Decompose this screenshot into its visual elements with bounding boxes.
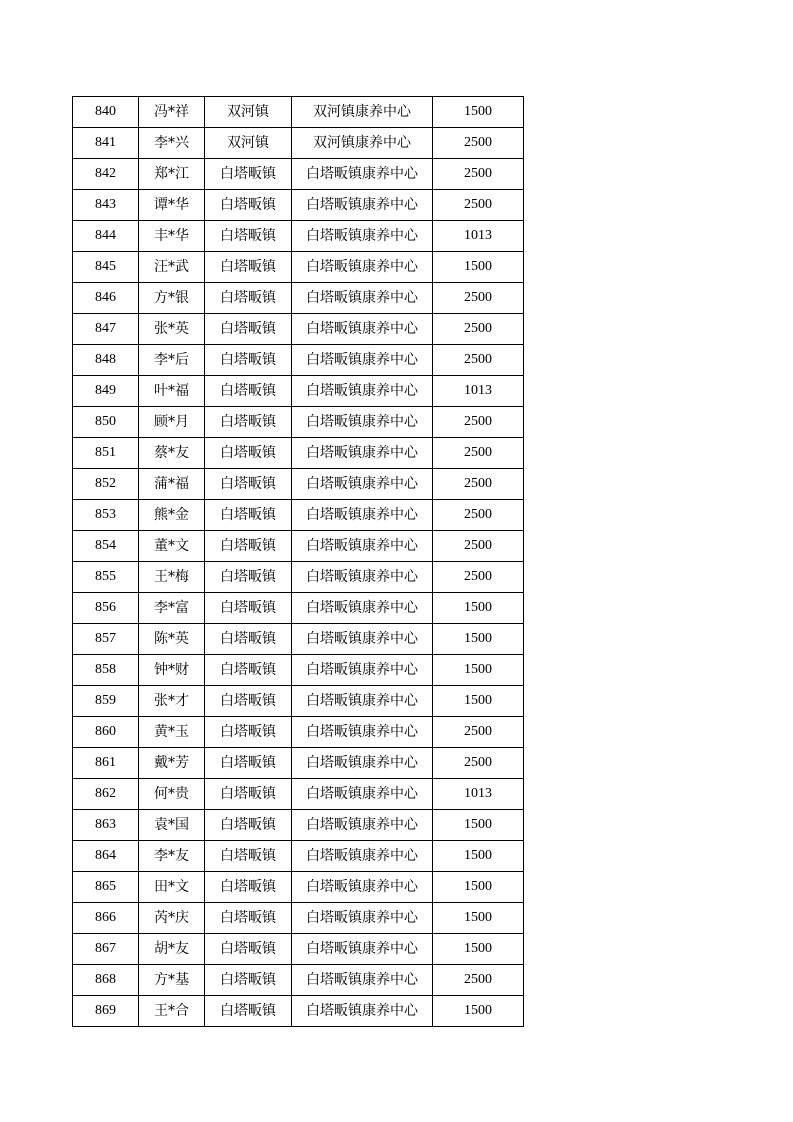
town-cell: 双河镇 [205, 97, 292, 128]
row-number-cell: 846 [73, 283, 139, 314]
person-name-cell: 钟*财 [139, 655, 205, 686]
row-number-cell: 869 [73, 996, 139, 1027]
care-center-cell: 白塔畈镇康养中心 [292, 810, 433, 841]
person-name-cell: 谭*华 [139, 190, 205, 221]
amount-cell: 1500 [433, 996, 524, 1027]
person-name-cell: 蔡*友 [139, 438, 205, 469]
table-row [73, 159, 524, 190]
town-cell: 白塔畈镇 [205, 810, 292, 841]
town-cell: 白塔畈镇 [205, 934, 292, 965]
care-center-cell: 白塔畈镇康养中心 [292, 562, 433, 593]
row-number-cell: 848 [73, 345, 139, 376]
row-number-cell: 863 [73, 810, 139, 841]
table-row [73, 841, 524, 872]
care-center-cell: 白塔畈镇康养中心 [292, 376, 433, 407]
table-row [73, 252, 524, 283]
care-center-cell: 双河镇康养中心 [292, 128, 433, 159]
care-center-cell: 双河镇康养中心 [292, 97, 433, 128]
table-row [73, 469, 524, 500]
town-cell: 白塔畈镇 [205, 872, 292, 903]
town-cell: 白塔畈镇 [205, 252, 292, 283]
care-center-cell: 白塔畈镇康养中心 [292, 438, 433, 469]
person-name-cell: 田*文 [139, 872, 205, 903]
person-name-cell: 李*富 [139, 593, 205, 624]
person-name-cell: 方*银 [139, 283, 205, 314]
row-number-cell: 854 [73, 531, 139, 562]
care-center-cell: 白塔畈镇康养中心 [292, 965, 433, 996]
person-name-cell: 张*英 [139, 314, 205, 345]
row-number-cell: 855 [73, 562, 139, 593]
table-row [73, 438, 524, 469]
amount-cell: 1500 [433, 903, 524, 934]
table-body [73, 97, 524, 1027]
person-name-cell: 王*梅 [139, 562, 205, 593]
row-number-cell: 867 [73, 934, 139, 965]
table-row [73, 283, 524, 314]
amount-cell: 1500 [433, 934, 524, 965]
care-center-cell: 白塔畈镇康养中心 [292, 624, 433, 655]
amount-cell: 2500 [433, 717, 524, 748]
care-center-cell: 白塔畈镇康养中心 [292, 252, 433, 283]
amount-cell: 2500 [433, 748, 524, 779]
row-number-cell: 852 [73, 469, 139, 500]
row-number-cell: 857 [73, 624, 139, 655]
amount-cell: 1500 [433, 593, 524, 624]
town-cell: 白塔畈镇 [205, 841, 292, 872]
table-row [73, 314, 524, 345]
row-number-cell: 847 [73, 314, 139, 345]
town-cell: 白塔畈镇 [205, 159, 292, 190]
care-center-cell: 白塔畈镇康养中心 [292, 779, 433, 810]
table-row [73, 655, 524, 686]
row-number-cell: 866 [73, 903, 139, 934]
person-name-cell: 冯*祥 [139, 97, 205, 128]
row-number-cell: 864 [73, 841, 139, 872]
town-cell: 白塔畈镇 [205, 283, 292, 314]
row-number-cell: 850 [73, 407, 139, 438]
person-name-cell: 袁*国 [139, 810, 205, 841]
amount-cell: 1500 [433, 97, 524, 128]
table-row [73, 97, 524, 128]
person-name-cell: 黄*玉 [139, 717, 205, 748]
care-center-cell: 白塔畈镇康养中心 [292, 841, 433, 872]
table-row [73, 810, 524, 841]
row-number-cell: 843 [73, 190, 139, 221]
table-row [73, 903, 524, 934]
person-name-cell: 顾*月 [139, 407, 205, 438]
town-cell: 白塔畈镇 [205, 903, 292, 934]
town-cell: 白塔畈镇 [205, 500, 292, 531]
table-row [73, 686, 524, 717]
row-number-cell: 861 [73, 748, 139, 779]
care-center-cell: 白塔畈镇康养中心 [292, 717, 433, 748]
person-name-cell: 李*后 [139, 345, 205, 376]
person-name-cell: 陈*英 [139, 624, 205, 655]
table-row [73, 221, 524, 252]
town-cell: 双河镇 [205, 128, 292, 159]
person-name-cell: 叶*福 [139, 376, 205, 407]
person-name-cell: 李*友 [139, 841, 205, 872]
table-row [73, 717, 524, 748]
person-name-cell: 丰*华 [139, 221, 205, 252]
amount-cell: 1013 [433, 221, 524, 252]
table-row [73, 190, 524, 221]
town-cell: 白塔畈镇 [205, 531, 292, 562]
care-center-cell: 白塔畈镇康养中心 [292, 996, 433, 1027]
amount-cell: 1500 [433, 252, 524, 283]
care-center-cell: 白塔畈镇康养中心 [292, 531, 433, 562]
person-name-cell: 王*合 [139, 996, 205, 1027]
person-name-cell: 汪*武 [139, 252, 205, 283]
town-cell: 白塔畈镇 [205, 965, 292, 996]
amount-cell: 1013 [433, 376, 524, 407]
amount-cell: 1500 [433, 872, 524, 903]
amount-cell: 2500 [433, 531, 524, 562]
town-cell: 白塔畈镇 [205, 438, 292, 469]
person-name-cell: 何*贵 [139, 779, 205, 810]
town-cell: 白塔畈镇 [205, 996, 292, 1027]
town-cell: 白塔畈镇 [205, 190, 292, 221]
care-center-cell: 白塔畈镇康养中心 [292, 748, 433, 779]
town-cell: 白塔畈镇 [205, 779, 292, 810]
care-center-cell: 白塔畈镇康养中心 [292, 593, 433, 624]
row-number-cell: 842 [73, 159, 139, 190]
table-row [73, 996, 524, 1027]
care-center-cell: 白塔畈镇康养中心 [292, 872, 433, 903]
row-number-cell: 849 [73, 376, 139, 407]
amount-cell: 2500 [433, 965, 524, 996]
row-number-cell: 845 [73, 252, 139, 283]
table-row [73, 407, 524, 438]
person-name-cell: 芮*庆 [139, 903, 205, 934]
row-number-cell: 868 [73, 965, 139, 996]
amount-cell: 2500 [433, 500, 524, 531]
table-row [73, 748, 524, 779]
amount-cell: 1500 [433, 810, 524, 841]
row-number-cell: 862 [73, 779, 139, 810]
row-number-cell: 840 [73, 97, 139, 128]
care-center-cell: 白塔畈镇康养中心 [292, 903, 433, 934]
person-name-cell: 胡*友 [139, 934, 205, 965]
care-center-cell: 白塔畈镇康养中心 [292, 407, 433, 438]
care-center-cell: 白塔畈镇康养中心 [292, 314, 433, 345]
table-row [73, 593, 524, 624]
town-cell: 白塔畈镇 [205, 748, 292, 779]
row-number-cell: 844 [73, 221, 139, 252]
amount-cell: 1500 [433, 624, 524, 655]
amount-cell: 1013 [433, 779, 524, 810]
town-cell: 白塔畈镇 [205, 717, 292, 748]
town-cell: 白塔畈镇 [205, 221, 292, 252]
person-name-cell: 蒲*福 [139, 469, 205, 500]
person-name-cell: 熊*金 [139, 500, 205, 531]
care-center-cell: 白塔畈镇康养中心 [292, 934, 433, 965]
person-name-cell: 郑*江 [139, 159, 205, 190]
amount-cell: 2500 [433, 128, 524, 159]
town-cell: 白塔畈镇 [205, 469, 292, 500]
table-row [73, 624, 524, 655]
person-name-cell: 董*文 [139, 531, 205, 562]
row-number-cell: 858 [73, 655, 139, 686]
table-row [73, 779, 524, 810]
town-cell: 白塔畈镇 [205, 407, 292, 438]
care-center-cell: 白塔畈镇康养中心 [292, 469, 433, 500]
care-center-cell: 白塔畈镇康养中心 [292, 159, 433, 190]
table-row [73, 128, 524, 159]
care-center-cell: 白塔畈镇康养中心 [292, 190, 433, 221]
table-row [73, 562, 524, 593]
town-cell: 白塔畈镇 [205, 686, 292, 717]
town-cell: 白塔畈镇 [205, 562, 292, 593]
care-center-cell: 白塔畈镇康养中心 [292, 500, 433, 531]
person-name-cell: 李*兴 [139, 128, 205, 159]
care-center-cell: 白塔畈镇康养中心 [292, 283, 433, 314]
amount-cell: 2500 [433, 159, 524, 190]
table-row [73, 376, 524, 407]
amount-cell: 2500 [433, 314, 524, 345]
amount-cell: 2500 [433, 345, 524, 376]
amount-cell: 2500 [433, 562, 524, 593]
amount-cell: 1500 [433, 686, 524, 717]
person-name-cell: 方*基 [139, 965, 205, 996]
amount-cell: 1500 [433, 841, 524, 872]
person-name-cell: 张*才 [139, 686, 205, 717]
row-number-cell: 841 [73, 128, 139, 159]
table-row [73, 500, 524, 531]
table-row [73, 531, 524, 562]
table-row [73, 965, 524, 996]
row-number-cell: 856 [73, 593, 139, 624]
row-number-cell: 853 [73, 500, 139, 531]
subsidy-table [72, 96, 524, 1027]
amount-cell: 2500 [433, 438, 524, 469]
row-number-cell: 860 [73, 717, 139, 748]
amount-cell: 1500 [433, 655, 524, 686]
care-center-cell: 白塔畈镇康养中心 [292, 655, 433, 686]
table-row [73, 872, 524, 903]
town-cell: 白塔畈镇 [205, 624, 292, 655]
table-row [73, 934, 524, 965]
town-cell: 白塔畈镇 [205, 593, 292, 624]
care-center-cell: 白塔畈镇康养中心 [292, 221, 433, 252]
amount-cell: 2500 [433, 283, 524, 314]
town-cell: 白塔畈镇 [205, 345, 292, 376]
care-center-cell: 白塔畈镇康养中心 [292, 345, 433, 376]
town-cell: 白塔畈镇 [205, 376, 292, 407]
amount-cell: 2500 [433, 469, 524, 500]
row-number-cell: 865 [73, 872, 139, 903]
amount-cell: 2500 [433, 407, 524, 438]
town-cell: 白塔畈镇 [205, 314, 292, 345]
care-center-cell: 白塔畈镇康养中心 [292, 686, 433, 717]
town-cell: 白塔畈镇 [205, 655, 292, 686]
row-number-cell: 859 [73, 686, 139, 717]
amount-cell: 2500 [433, 190, 524, 221]
person-name-cell: 戴*芳 [139, 748, 205, 779]
row-number-cell: 851 [73, 438, 139, 469]
table-row [73, 345, 524, 376]
